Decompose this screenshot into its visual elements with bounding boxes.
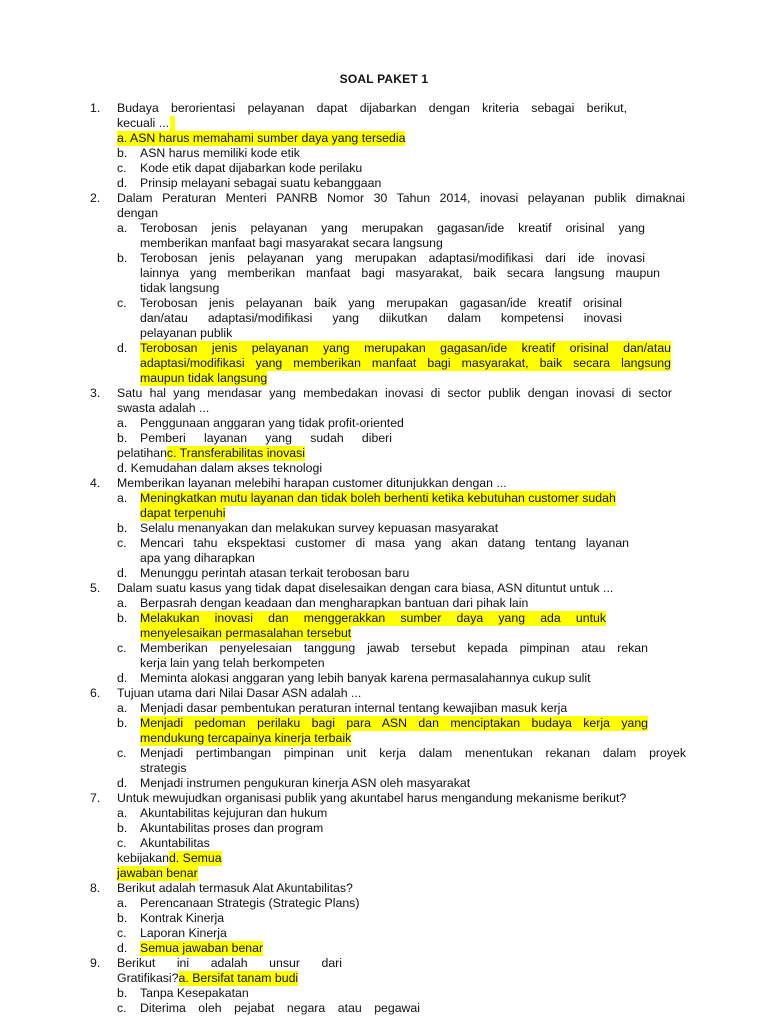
question-number: 2. xyxy=(90,191,101,205)
text-line xyxy=(0,641,768,656)
question-text: Budaya berorientasi pelayanan dapat dijabarkan dengan kriteria sebagai berikut, xyxy=(117,101,627,115)
question-text: Tujuan utama dari Nilai Dasar ASN adalah ... xyxy=(117,686,362,700)
continuation-text: dengan xyxy=(117,206,159,220)
text-line xyxy=(0,731,768,746)
question-number: 7. xyxy=(90,791,101,805)
option-letter: a. xyxy=(117,896,128,910)
continuation-text: lainnya yang memberikan manfaat bagi masyarakat, baik secara langsung maupun xyxy=(140,266,660,280)
option-text: Kontrak Kinerja xyxy=(140,911,225,925)
continuation-text: strategis xyxy=(140,761,187,775)
option-text: Melakukan inovasi dan menggerakkan sumber daya yang ada untuk xyxy=(140,611,606,625)
continuation-text: dan/atau adaptasi/modifikasi yang diikutkan dalam kompetensi inovasi xyxy=(140,311,622,325)
continuation-text: d. Kemudahan dalam akses teknologi xyxy=(117,461,323,475)
text-line xyxy=(0,626,768,641)
continuation-text: kebijakan xyxy=(117,851,169,865)
option-letter: d. xyxy=(117,671,128,685)
continuation-text: menyelesaikan permasalahan tersebut xyxy=(140,626,352,640)
option-text: Berpasrah dengan keadaan dan mengharapkan bantuan dari pihak lain xyxy=(140,596,529,610)
text-line xyxy=(0,191,768,206)
question-text: Berikut adalah termasuk Alat Akuntabilitas? xyxy=(117,881,353,895)
text-line xyxy=(0,776,768,791)
option-text: Akuntabilitas proses dan program xyxy=(140,821,324,835)
question-text: Berikut ini adalah unsur dari xyxy=(117,956,342,970)
option-letter: b. xyxy=(117,146,128,160)
text-line xyxy=(0,371,768,386)
option-letter: b. xyxy=(117,251,128,265)
continuation-text: memberikan manfaat bagi masyarakat secara langsung xyxy=(140,236,443,250)
answer-highlight: d. Semua xyxy=(168,851,222,865)
question-number: 8. xyxy=(90,881,101,895)
text-line xyxy=(0,296,768,311)
text-line xyxy=(0,881,768,896)
text-line xyxy=(0,476,768,491)
continuation-text: mendukung tercapainya kinerja terbaik xyxy=(140,731,352,745)
option-text: Akuntabilitas kejujuran dan hukum xyxy=(140,806,328,820)
text-line xyxy=(0,131,768,146)
question-text: Satu hal yang mendasar yang membedakan inovasi di sector publik dengan inovasi di sector xyxy=(117,386,672,400)
question-text: Dalam Peraturan Menteri PANRB Nomor 30 Tahun 2014, inovasi pelayanan publik dimaknai xyxy=(117,191,685,205)
text-line xyxy=(0,161,768,176)
option-letter: d. xyxy=(117,341,128,355)
text-line xyxy=(0,446,768,461)
text-line xyxy=(0,401,768,416)
option-text: Tanpa Kesepakatan xyxy=(140,986,249,1000)
question-number: 9. xyxy=(90,956,101,970)
option-letter: b. xyxy=(117,611,128,625)
option-letter: b. xyxy=(117,716,128,730)
text-line xyxy=(0,1001,768,1016)
question-number: 3. xyxy=(90,386,101,400)
question-text: Memberikan layanan melebihi harapan customer ditunjukkan dengan ... xyxy=(117,476,507,490)
option-letter: a. xyxy=(117,806,128,820)
option-text: Terobosan jenis pelayanan baik yang merupakan gagasan/ide kreatif orisinal xyxy=(140,296,622,310)
text-line xyxy=(0,746,768,761)
continuation-text: a. ASN harus memahami sumber daya yang tersedia xyxy=(117,131,406,145)
text-line xyxy=(0,281,768,296)
option-letter: b. xyxy=(117,821,128,835)
continuation-text: pelayanan publik xyxy=(140,326,233,340)
answer-highlight: a. Bersifat tanam budi xyxy=(178,971,299,985)
text-line xyxy=(0,176,768,191)
text-line xyxy=(0,686,768,701)
option-letter: c. xyxy=(117,641,127,655)
text-line xyxy=(0,386,768,401)
text-line xyxy=(0,551,768,566)
text-line xyxy=(0,101,768,116)
question-number: 1. xyxy=(90,101,101,115)
question-number: 6. xyxy=(90,686,101,700)
option-letter: c. xyxy=(117,161,127,175)
option-text: Terobosan jenis pelayanan yang merupakan gagasan/ide kreatif orisinal dan/atau xyxy=(140,341,671,355)
option-letter: b. xyxy=(117,986,128,1000)
option-text: Mencari tahu ekspektasi customer di masa yang akan datang tentang layanan xyxy=(140,536,629,550)
answer-highlight: c. Transferabilitas inovasi xyxy=(166,446,305,460)
option-text: Terobosan jenis pelayanan yang merupakan gagasan/ide kreatif orisinal yang xyxy=(140,221,645,235)
option-letter: c. xyxy=(117,1001,127,1015)
text-line xyxy=(0,821,768,836)
text-line xyxy=(0,716,768,731)
text-line xyxy=(0,911,768,926)
option-text: Diterima oleh pejabat negara atau pegawai xyxy=(140,1001,420,1015)
text-line xyxy=(0,326,768,341)
option-letter: d. xyxy=(117,776,128,790)
text-line xyxy=(0,656,768,671)
option-letter: d. xyxy=(117,566,128,580)
text-line xyxy=(0,206,768,221)
text-line xyxy=(0,926,768,941)
continuation-text: kerja lain yang telah berkompeten xyxy=(140,656,325,670)
text-line xyxy=(0,506,768,521)
highlight-mark xyxy=(170,116,175,131)
text-line xyxy=(0,941,768,956)
text-line xyxy=(0,266,768,281)
option-letter: c. xyxy=(117,536,127,550)
text-line xyxy=(0,701,768,716)
option-letter: d. xyxy=(117,941,128,955)
option-letter: b. xyxy=(117,521,128,535)
option-letter: c. xyxy=(117,836,127,850)
text-line xyxy=(0,986,768,1001)
continuation-text: tidak langsung xyxy=(140,281,220,295)
continuation-text: jawaban benar xyxy=(117,866,198,880)
question-number: 4. xyxy=(90,476,101,490)
option-text: ASN harus memiliki kode etik xyxy=(140,146,300,160)
text-line xyxy=(0,251,768,266)
text-line xyxy=(0,236,768,251)
option-text: Menjadi instrumen pengukuran kinerja ASN oleh masyarakat xyxy=(140,776,471,790)
option-text: Menjadi dasar pembentukan peraturan internal tentang kewajiban masuk kerja xyxy=(140,701,568,715)
option-text: Akuntabilitas xyxy=(140,836,210,850)
option-letter: b. xyxy=(117,431,128,445)
option-text: Menjadi pedoman perilaku bagi para ASN dan menciptakan budaya kerja yang xyxy=(140,716,648,730)
text-line xyxy=(0,146,768,161)
option-letter: c. xyxy=(117,746,127,760)
option-letter: c. xyxy=(117,926,127,940)
text-line xyxy=(0,896,768,911)
option-letter: a. xyxy=(117,701,128,715)
option-letter: a. xyxy=(117,491,128,505)
text-line xyxy=(0,611,768,626)
option-text: Terobosan jenis pelayanan yang merupakan adaptasi/modifikasi dari ide inovasi xyxy=(140,251,645,265)
option-text: Penggunaan anggaran yang tidak profit-oriented xyxy=(140,416,404,430)
option-text: Meningkatkan mutu layanan dan tidak boleh berhenti ketika kebutuhan customer sudah xyxy=(140,491,616,505)
option-text: Semua jawaban benar xyxy=(140,941,264,955)
option-letter: d. xyxy=(117,176,128,190)
text-line xyxy=(0,311,768,326)
text-line xyxy=(0,596,768,611)
text-line xyxy=(0,116,768,131)
continuation-text: adaptasi/modifikasi yang memberikan manfaat bagi masyarakat, baik secara langsung xyxy=(140,356,671,370)
continuation-text: dapat terpenuhi xyxy=(140,506,226,520)
question-text: Dalam suatu kasus yang tidak dapat diselesaikan dengan cara biasa, ASN dituntut untuk ... xyxy=(117,581,614,595)
text-line xyxy=(0,461,768,476)
continuation-text: maupun tidak langsung xyxy=(140,371,268,385)
text-line xyxy=(0,221,768,236)
text-line xyxy=(0,341,768,356)
text-line xyxy=(0,431,768,446)
option-letter: b. xyxy=(117,911,128,925)
text-line xyxy=(0,836,768,851)
continuation-text: pelatihan xyxy=(117,446,167,460)
text-line xyxy=(0,866,768,881)
option-text: Perencanaan Strategis (Strategic Plans) xyxy=(140,896,360,910)
option-text: Kode etik dapat dijabarkan kode perilaku xyxy=(140,161,363,175)
text-line xyxy=(0,761,768,776)
text-line xyxy=(0,806,768,821)
option-letter: a. xyxy=(117,416,128,430)
text-line xyxy=(0,566,768,581)
document-title: SOAL PAKET 1 xyxy=(339,72,429,86)
text-line xyxy=(0,851,768,866)
option-text: Memberikan penyelesaian tanggung jawab tersebut kepada pimpinan atau rekan xyxy=(140,641,648,655)
option-text: Selalu menanyakan dan melakukan survey kepuasan masyarakat xyxy=(140,521,499,535)
option-text: Prinsip melayani sebagai suatu kebanggaan xyxy=(140,176,382,190)
text-line xyxy=(0,581,768,596)
option-text: Laporan Kinerja xyxy=(140,926,227,940)
text-line xyxy=(0,491,768,506)
text-line xyxy=(0,956,768,971)
option-text: Pemberi layanan yang sudah diberi xyxy=(140,431,392,445)
continuation-text: apa yang diharapkan xyxy=(140,551,255,565)
continuation-text: kecuali ... xyxy=(117,116,169,130)
question-text: Untuk mewujudkan organisasi publik yang akuntabel harus mengandung mekanisme berikut? xyxy=(117,791,627,805)
option-letter: a. xyxy=(117,596,128,610)
text-line xyxy=(0,356,768,371)
option-text: Menunggu perintah atasan terkait terobosan baru xyxy=(140,566,410,580)
text-line xyxy=(0,416,768,431)
option-text: Meminta alokasi anggaran yang lebih banyak karena permasalahannya cukup sulit xyxy=(140,671,591,685)
text-line xyxy=(0,791,768,806)
question-number: 5. xyxy=(90,581,101,595)
text-line xyxy=(0,521,768,536)
option-letter: a. xyxy=(117,221,128,235)
option-letter: c. xyxy=(117,296,127,310)
text-line xyxy=(0,971,768,986)
continuation-text: swasta adalah ... xyxy=(117,401,210,415)
option-text: Menjadi pertimbangan pimpinan unit kerja dalam menentukan rekanan dalam proyek xyxy=(140,746,686,760)
text-line xyxy=(0,671,768,686)
continuation-text: Gratifikasi? xyxy=(117,971,179,985)
text-line xyxy=(0,536,768,551)
